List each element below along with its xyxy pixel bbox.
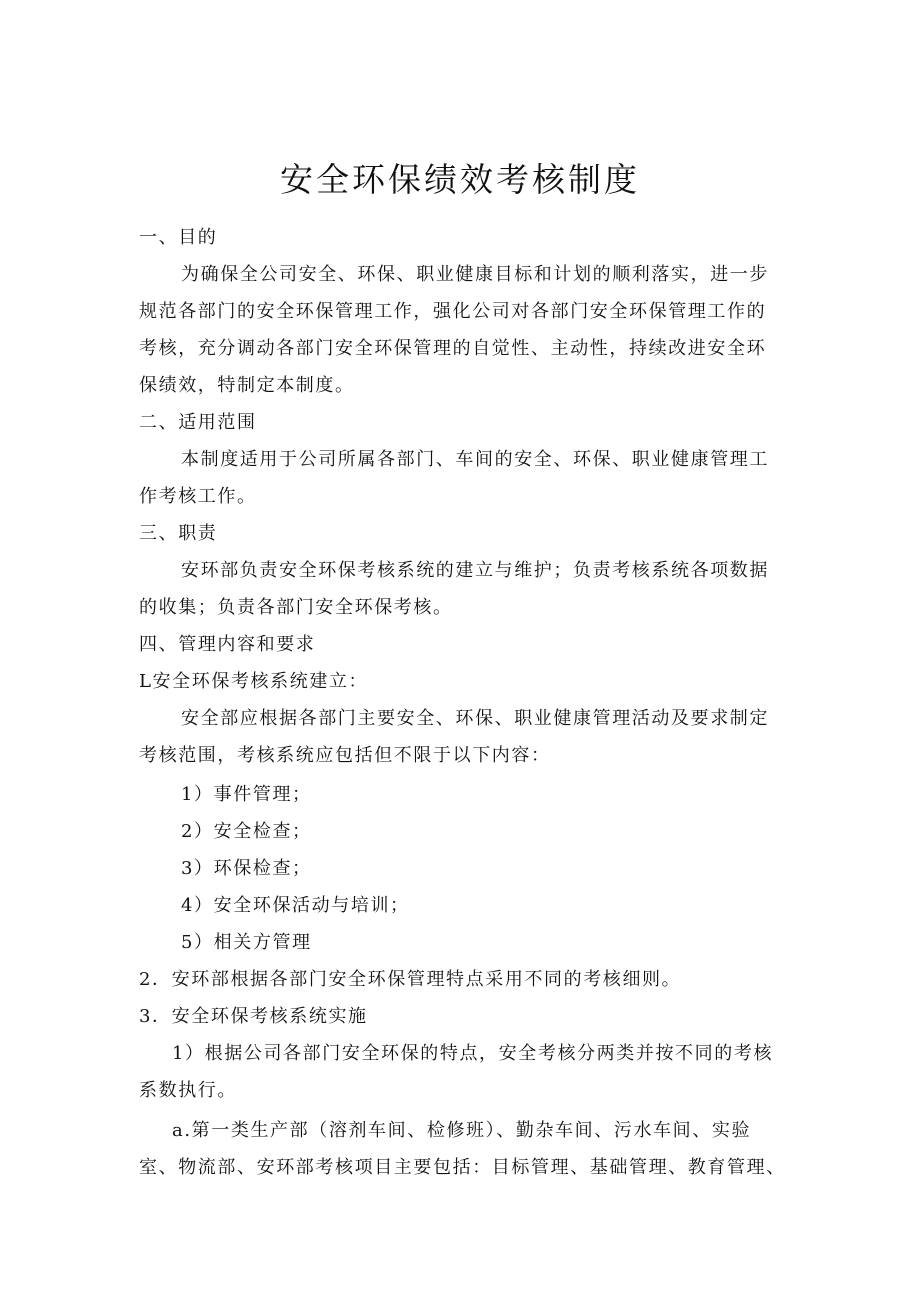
document-title: 安全环保绩效考核制度 bbox=[280, 160, 640, 199]
numbered-paragraph: 2．安环部根据各部门安全环保管理特点采用不同的考核细则。 bbox=[139, 969, 682, 990]
list-item: 1）事件管理； bbox=[181, 784, 312, 805]
list-item: 5）相关方管理 bbox=[181, 932, 312, 953]
paragraph-line: 考核，充分调动各部门安全环保管理的自觉性、主动性，持续改进安全环 bbox=[139, 338, 767, 359]
paragraph-line: 室、物流部、安环部考核项目主要包括：目标管理、基础管理、教育管理、 bbox=[139, 1157, 786, 1178]
paragraph-line: 规范各部门的安全环保管理工作，强化公司对各部门安全环保管理工作的 bbox=[139, 301, 767, 322]
paragraph-line: 安环部负责安全环保考核系统的建立与维护；负责考核系统各项数据 bbox=[181, 560, 769, 581]
numbered-paragraph: 3．安全环保考核系统实施 bbox=[139, 1006, 368, 1027]
paragraph-line: 考核范围，考核系统应包括但不限于以下内容： bbox=[139, 745, 551, 766]
paragraph-line: 为确保全公司安全、环保、职业健康目标和计划的顺利落实，进一步 bbox=[181, 264, 769, 285]
section-heading-scope: 二、适用范围 bbox=[139, 412, 257, 433]
list-item: 2）安全检查； bbox=[181, 821, 312, 842]
list-item: 4）安全环保活动与培训； bbox=[181, 895, 410, 916]
subsection-heading: L安全环保考核系统建立： bbox=[139, 671, 369, 692]
paragraph-line: 作考核工作。 bbox=[139, 486, 257, 507]
section-heading-purpose: 一、目的 bbox=[139, 227, 218, 248]
section-heading-requirements: 四、管理内容和要求 bbox=[139, 634, 316, 655]
paragraph-line: 的收集；负责各部门安全环保考核。 bbox=[139, 597, 453, 618]
list-item: 3）环保检查； bbox=[181, 858, 312, 879]
paragraph-line: 系数执行。 bbox=[139, 1080, 237, 1101]
section-heading-duties: 三、职责 bbox=[139, 523, 218, 544]
paragraph-line: 安全部应根据各部门主要安全、环保、职业健康管理活动及要求制定 bbox=[181, 708, 769, 729]
paragraph-line: 本制度适用于公司所属各部门、车间的安全、环保、职业健康管理工 bbox=[181, 449, 769, 470]
paragraph-line: a.第一类生产部（溶剂车间、检修班）、勤杂车间、污水车间、实验 bbox=[172, 1120, 752, 1141]
paragraph-line: 保绩效，特制定本制度。 bbox=[139, 375, 355, 396]
paragraph-line: 1）根据公司各部门安全环保的特点，安全考核分两类并按不同的考核 bbox=[172, 1043, 774, 1064]
